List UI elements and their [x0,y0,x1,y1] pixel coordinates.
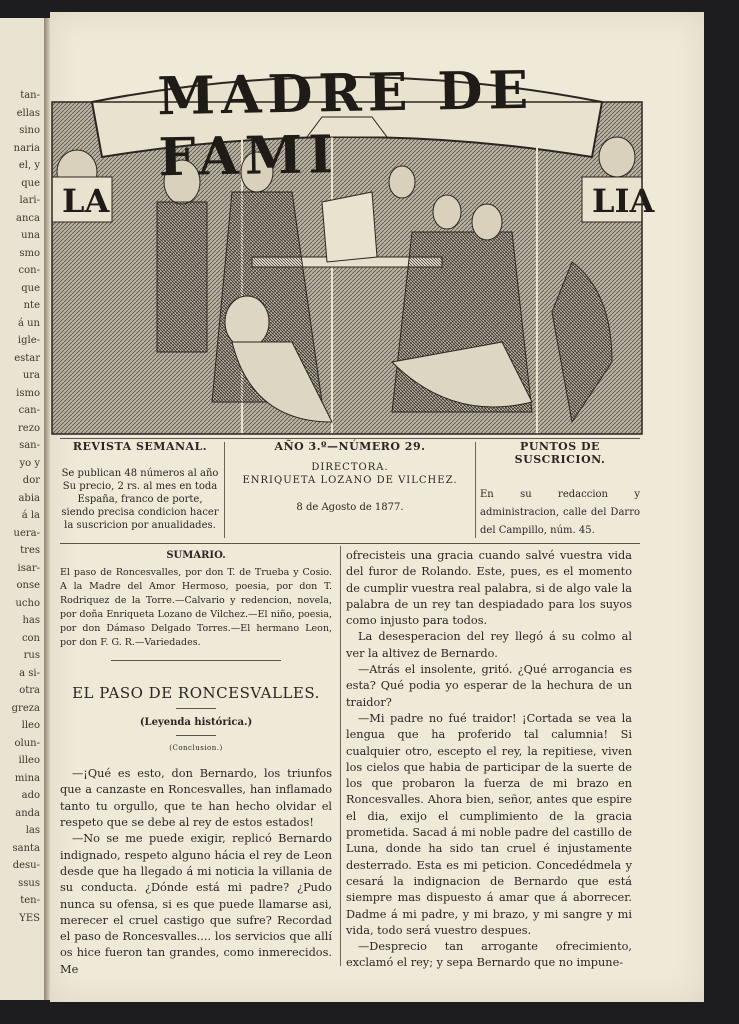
column-separator [340,546,341,966]
header-rule-bottom [60,543,640,544]
article-subtitle: (Leyenda histórica.) [139,716,253,728]
left-page-edge [0,18,46,1000]
left-page-fragment: el, y [18,160,40,171]
left-page-fragment: ado [21,790,40,801]
left-page-fragment: sino [19,125,40,136]
issue-date: 8 de Agosto de 1877. [296,502,404,513]
left-page-fragment: que [21,282,40,294]
left-page-fragment: onse [16,580,40,591]
left-page-fragment: estar [14,352,40,364]
info-right-heading: PUNTOS DE SUSCRICION. [514,440,606,466]
left-page-fragment: tres [20,545,40,556]
left-page-fragment: yo y [19,457,40,469]
left-page-fragment: nte [23,300,40,311]
paragraph: —No se me puede exigir, replicó Bernardo indignado, respeto alguno hácia el rey de Leon desde que ha llegado á mi noticia la villania de su conducta. ¿Dónde está mi padre? ¿Pudo nunca su ofensa, si es que puede llamarse asi, merecer el cruel castigo que sufre? Recordad el paso de Roncesvalles.... los servicios que allí os hice fueron tan grandes, como inmerecidos. Me [60,832,332,976]
left-page-fragment: has [22,615,40,626]
left-page-fragment: mina [14,772,40,784]
left-page-fragment: ssus [18,877,40,889]
director-name: ENRIQUETA LOZANO DE VILCHEZ. [242,475,458,486]
paragraph: —Atrás el insolente, gritó. ¿Qué arrogancia es esta? Qué podia yo esperar de la hechura de un traidor? [346,663,632,709]
left-page-fragment: desu- [12,860,40,871]
paragraph: —Desprecio tan arrogante ofrecimiento, exclamó el rey; y sepa Bernardo que no impune- [346,940,632,970]
left-page-fragment: las [25,825,40,836]
info-center [230,440,470,540]
left-page-fragment: naria [13,142,40,154]
left-page-fragment: una [21,230,40,241]
left-page-fragment: greza [11,702,40,714]
left-page-fragment: ura [22,370,40,381]
left-page-fragment: rezo [18,422,40,434]
left-page-fragment: lari- [19,195,40,206]
sumario-rule [111,660,281,661]
left-page-fragment: que [21,177,40,189]
left-column [60,548,332,978]
masthead-illustration [52,59,655,434]
info-left [60,440,220,540]
subtitle-rule [176,735,216,736]
right-column [346,548,632,972]
left-page-fragment: uera- [13,527,40,539]
info-divider-1 [224,442,225,538]
paragraph: ofrecisteis una gracia cuando salvé vuestra vida del furor de Rolando. Este, pues, es el momento de cumplir vuestra real palabra, si de algo vale la palabra de un rey tan despiadado para los suyos como injusto para todos. [346,549,632,628]
header-rule-top [60,438,640,439]
left-page-fragment: dor [22,475,40,486]
article-note: (Conclusion.) [169,743,223,752]
left-page-fragment: santa [12,842,40,854]
left-page-fragment: a si- [19,667,40,679]
left-page-fragment: igle- [17,335,40,346]
left-page-fragment: á la [21,510,40,521]
info-divider-2 [475,442,476,538]
info-left-heading: REVISTA SEMANAL. [72,440,208,453]
left-page-fragment: anda [15,807,40,819]
title-rule [176,708,216,709]
left-page-fragment: abia [18,492,40,504]
left-page-fragment: can- [18,405,40,416]
director-label: DIRECTORA. [311,462,389,473]
left-page-fragment: ucho [15,597,40,609]
article-title: EL PASO DE RONCESVALLES. [72,684,320,703]
sumario-heading: SUMARIO. [166,550,226,561]
info-right [480,440,640,540]
left-page-fragment: con- [18,265,40,276]
left-page-fragment: á un [17,317,40,329]
masthead-left-letters: LA [62,182,110,220]
left-page-fragment: ten- [20,895,40,906]
left-page-fragment: ellas [16,107,40,119]
left-page-fragment: rus [23,650,40,661]
info-right-text: En su redaccion y administracion, calle del Darro del Campillo, núm. 45. [480,489,640,536]
issue-number: AÑO 3.º—NÚMERO 29. [274,440,426,453]
left-page-fragment: illeo [18,755,40,766]
sumario [60,548,332,650]
left-page-fragment: smo [19,247,40,259]
masthead-right-letters: LIA [592,182,655,220]
left-page-fragment: lleo [21,720,40,731]
paragraph: —¡Qué es esto, don Bernardo, los triunfos que a canzaste en Roncesvalles, han inflamado tanto tu orgullo, que te han hecho olvidar el respeto que se debe al rey de estos estados! [60,767,332,830]
left-page-fragment: con [21,632,40,644]
info-left-text: Se publican 48 números al año Su precio, 2 rs. al mes en toda España, franco de porte, siendo precisa condicion hacer la suscricion por anualidades. [61,468,219,531]
left-page-fragment: san- [19,440,40,451]
paragraph: —Mi padre no fué traidor! ¡Cortada se vea la lengua que ha proferido tal calumnia! Si cualquier otro, escepto el rey, la repitiese, viven los cielos que habia de participar de la suerte de los que probaron la fuerza de mi brazo en Roncesvalles. Ahora bien, señor, antes que espire el dia, exijo el cumplimiento de la gracia prometida. Sacad á mi noble padre del castillo de Luna, donde ha sido tan cruel é injustamente desterrado. Esta es mi peticion. Concedédmela y cesará la indignacion de Bernardo que está siempre mas dispuesto á amar que á aborrecer. Dadme á mi padre, y mi brazo, y mi sangre y mi vida, todo será vuestro despues. [346,711,632,937]
scan-background-bottom [0,1002,739,1024]
left-page-fragment: YES [19,912,40,924]
left-page-fragment: isar- [17,562,40,574]
left-page-fragment: otra [19,685,40,696]
publication-info [60,440,640,544]
left-page-fragment: ismo [16,387,40,399]
left-page-fragment: tan- [20,90,40,101]
masthead-title: MADRE DE FAMI [156,59,535,189]
left-page-fragment: olun- [14,737,40,749]
paragraph: La desesperacion del rey llegó á su colmo al ver la altivez de Bernardo. [346,630,632,660]
sumario-text: El paso de Roncesvalles, por don T. de Trueba y Cosio. A la Madre del Amor Hermoso, poesia, por don T. Rodriquez de la Torre.—Calvario y redencion, novela, por doña Enriqueta Lozano de Vilchez.—El niño, poesia, por don Dámaso Delgado Torres.—El hermano Leon, por don F. G. R.—Variedades. [60,567,332,649]
left-page-fragment: anca [16,212,40,224]
